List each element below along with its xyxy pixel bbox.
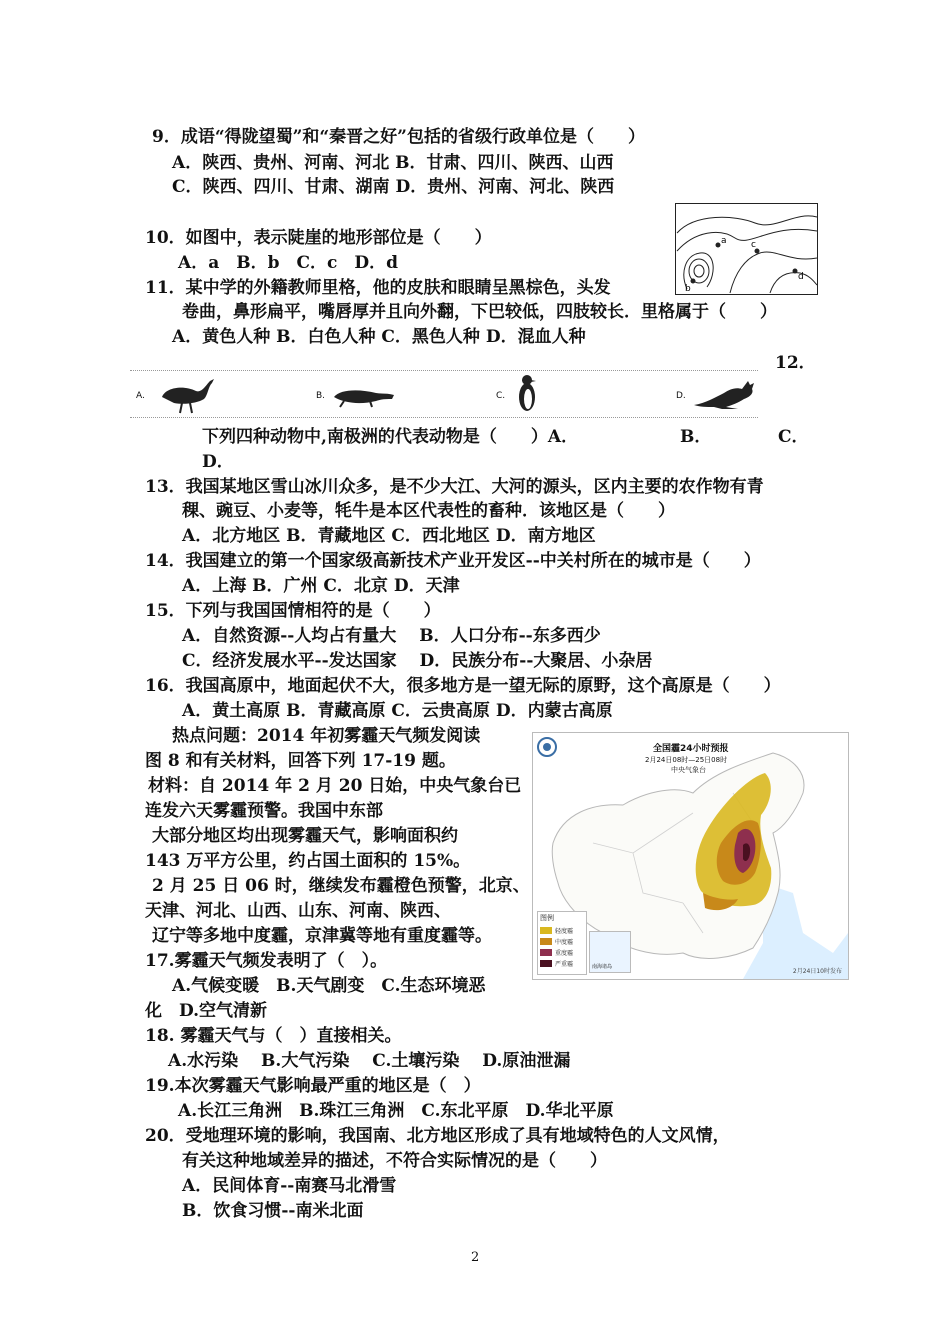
legend-item-moderate: 中度霾 [540,937,584,946]
q15-options-ab: A．自然资源--人均占有量大 B．人口分布--东多西少 [182,626,601,646]
hot-line-1: 热点问题：2014 年初雾霾天气频发阅读 [172,726,481,746]
q12-option-d: D． [202,452,234,472]
legend-item-heavy: 重度霾 [540,948,584,957]
q17-stem: 17.雾霾天气频发表明了（ ）。 [145,951,388,971]
south-sea-inset: 南海诸岛 [589,931,631,973]
fig-label-d: d [798,272,804,282]
fig-label-c: c [751,240,756,250]
animal-label-a: A. [136,391,145,401]
q20-line2: 有关这种地域差异的描述，不符合实际情况的是（ ） [182,1151,607,1171]
hot-line-3: 材料：自 2014 年 2 月 20 日始，中央气象台已 [148,776,522,796]
q10-options: A．a B．b C．c D．d [178,253,398,273]
q19-options: A.长江三角洲 B.珠江三角洲 C.东北平原 D.华北平原 [178,1101,614,1121]
page-number: 2 [471,1250,480,1265]
q20-option-b: B．饮食习惯--南米北面 [182,1201,364,1221]
contour-map-figure [675,203,818,295]
q12-option-b: B． [680,427,712,447]
legend-item-severe: 严重霾 [540,959,584,968]
hot-line-4: 连发六天雾霾预警。我国中东部 [145,801,383,821]
animal-label-b: B. [316,391,326,401]
penguin-icon [516,373,538,415]
q9-options-cd: C．陕西、四川、甘肃、湖南 D．贵州、河南、河北、陕西 [172,177,615,197]
q18-stem: 18. 雾霾天气与（ ）直接相关。 [145,1026,402,1046]
q18-options: A.水污染 B.大气污染 C.土壤污染 D.原油泄漏 [168,1051,571,1071]
kangaroo-icon [692,375,760,413]
q12-stem: 下列四种动物中,南极洲的代表动物是（ ）A． [202,427,579,447]
hot-line-6: 143 万平方公里，约占国土面积的 15%。 [145,851,471,871]
q13-line1: 13．我国某地区雪山冰川众多，是不少大江、大河的源头，区内主要的农作物有青 [145,477,764,497]
map-org: 中央气象台 [671,766,706,774]
q15-options-cd: C．经济发展水平--发达国家 D．民族分布--大聚居、小杂居 [182,651,653,671]
emu-icon [154,375,224,415]
q20-option-a: A．民间体育--南赛马北滑雪 [182,1176,397,1196]
map-subtitle: 2月24日08时—25日08时 [645,756,728,764]
q19-stem: 19.本次雾霾天气影响最严重的地区是（ ） [145,1076,481,1096]
animal-label-c: C. [496,391,506,401]
q14-options: A．上海 B．广州 C．北京 D．天津 [182,576,460,596]
map-title: 全国霾24小时预报 [653,744,729,754]
hot-line-8: 天津、河北、山西、山东、河南、陕西、 [145,901,451,921]
q9-stem: 9．成语“得陇望蜀”和“秦晋之好”包括的省级行政单位是（ ） [152,127,645,147]
map-legend [537,911,587,975]
q10-stem: 10．如图中，表示陡崖的地形部位是（ ） [145,228,492,248]
map-footnote: 2月24日10时发布 [792,968,842,975]
q12-number: 12． [775,353,816,373]
q12-option-c: C． [778,427,809,447]
fig-label-a: a [721,236,727,246]
hot-line-2: 图 8 和有关材料，回答下列 17-19 题。 [145,751,456,771]
q11-line2: 卷曲，鼻形扁平，嘴唇厚并且向外翻，下巴较低，四肢较长．里格属于（ ） [182,302,777,322]
animal-label-d: D. [676,391,686,401]
hot-line-9: 辽宁等多地中度霾，京津冀等地有重度霾等。 [152,926,492,946]
hot-line-7: 2 月 25 日 06 时，继续发布霾橙色预警，北京、 [152,876,530,896]
q16-stem: 16．我国高原中，地面起伏不大，很多地方是一望无际的原野，这个高原是（ ） [145,676,781,696]
q20-line1: 20．受地理环境的影响，我国南、北方地区形成了具有地域特色的人文风情， [145,1126,730,1146]
hot-line-5: 大部分地区均出现雾霾天气，影响面积约 [152,826,458,846]
q9-options-ab: A．陕西、贵州、河南、河北 B．甘肃、四川、陕西、山西 [172,153,614,173]
fig-label-b: b [685,284,691,294]
platypus-icon [330,381,398,409]
legend-title: 图例 [540,914,554,922]
q13-line2: 稞、豌豆、小麦等，牦牛是本区代表性的畜种．该地区是（ ） [182,501,675,521]
legend-item-light: 轻度霾 [540,926,584,935]
q11-line1: 11．某中学的外籍教师里格，他的皮肤和眼睛呈黑棕色，头发 [145,278,611,298]
q13-options: A．北方地区 B．青藏地区 C．西北地区 D．南方地区 [182,526,596,546]
q14-stem: 14．我国建立的第一个国家级高新技术产业开发区--中关村所在的城市是（ ） [145,551,761,571]
animal-options-strip [130,370,758,418]
q16-options: A．黄土高原 B．青藏高原 C．云贵高原 D．内蒙古高原 [182,701,613,721]
q15-stem: 15．下列与我国国情相符的是（ ） [145,601,441,621]
q11-options: A．黄色人种 B．白色人种 C．黑色人种 D．混血人种 [172,327,586,347]
q17-options-2: 化 D.空气清新 [145,1001,268,1021]
q17-options-1: A.气候变暖 B.天气剧变 C.生态环境恶 [172,976,486,996]
haze-forecast-map [532,732,849,980]
